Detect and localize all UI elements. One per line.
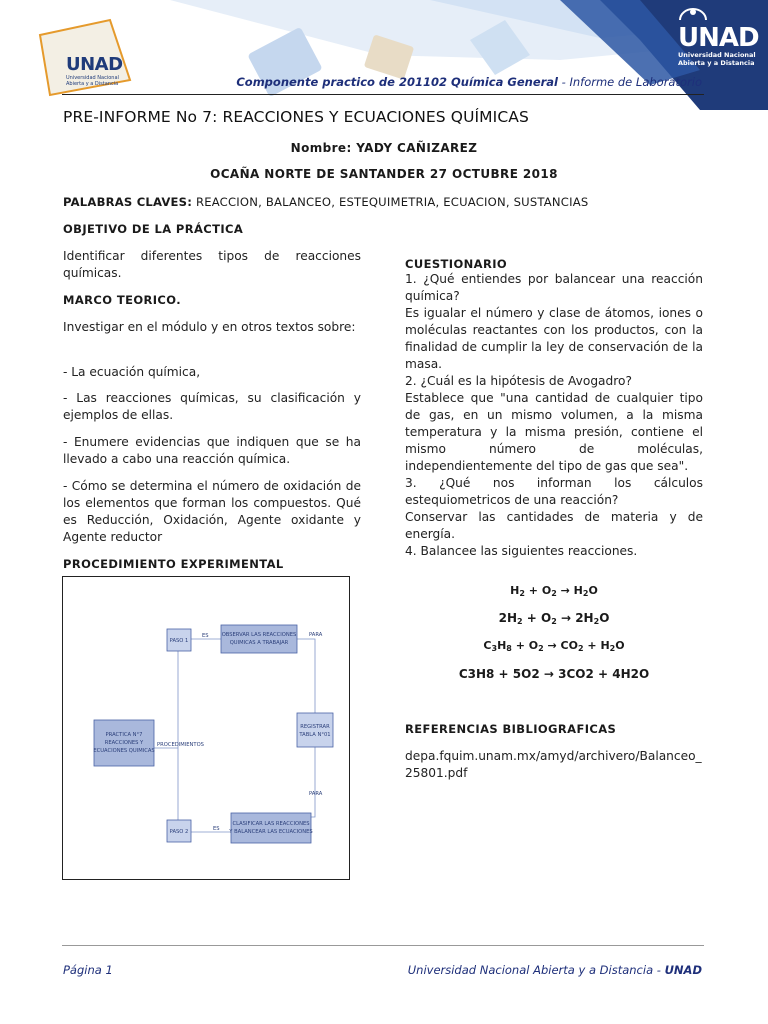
es-label-2: ES (213, 826, 220, 832)
document-title: PRE-INFORME No 7: REACCIONES Y ECUACIONES QUÍMICAS (63, 108, 529, 126)
practica-line-3: ECUACIONES QUIMICAS (93, 748, 155, 754)
clasificar-line-1: CLASIFICAR LAS REACCIONES (232, 821, 310, 827)
footer-brand: UNAD (664, 963, 702, 977)
header-divider (62, 94, 704, 95)
procedimientos-label: PROCEDIMIENTOS (157, 742, 204, 748)
connector-para-1 (297, 639, 315, 713)
observar-line-2: QUIMICAS A TRABAJAR (229, 640, 289, 646)
keywords-list: REACCION, BALANCEO, ESTEQUIMETRIA, ECUACION, SUSTANCIAS (192, 195, 589, 209)
unad-logo-left: UNAD Universidad Nacional Abierta y a Distancia (66, 54, 123, 87)
place-date: OCAÑA NORTE DE SANTANDER 27 OCTUBRE 2018 (210, 167, 558, 181)
para-label-2: PARA (309, 791, 323, 797)
marco-intro: Investigar en el módulo y en otros textos sobre: (63, 320, 356, 334)
registrar-line-1: REGISTRAR (300, 724, 330, 730)
equation-2: $2H_2 + O_2 \to 2H_2O$ (498, 611, 610, 626)
paso1-label: PASO 1 (169, 638, 189, 644)
para-label-1: PARA (309, 632, 323, 638)
reference-link[interactable]: depa.fquim.unam.mx/amyd/archivero/Balanceo_25801.pdf (405, 749, 702, 780)
clasificar-node (231, 813, 311, 843)
answer-3: Conservar las cantidades de materia y de energía. (405, 510, 703, 541)
registrar-line-2: TABLA N°01 (299, 732, 331, 738)
answer-2: Establece que "una cantidad de cualquier tipo de gas, en un mismo volumen, a la misma temperatura y la misma presión, contiene el mismo número de moléculas, independientemente del tipo de gas que sea". (405, 391, 703, 473)
marco-item-4: - Cómo se determina el número de oxidación de los elementos que forman los compuestos. Qué es Reducción, Oxidación, Agente oxidante y Agente reductor (63, 479, 361, 544)
footer-univ-name: Universidad Nacional Abierta y a Distancia - (407, 963, 665, 977)
keywords-label: PALABRAS CLAVES: (63, 195, 193, 209)
practica-line-2: REACCIONES Y (104, 740, 144, 746)
question-3: 3. ¿Qué nos informan los cálculos estequiometricos de una reacción? (405, 476, 703, 507)
registrar-node (297, 713, 333, 747)
author-name: Nombre: YADY CAÑIZAREZ (290, 141, 478, 155)
question-2: 2. ¿Cuál es la hipótesis de Avogadro? (405, 374, 632, 388)
keywords-line (63, 195, 588, 209)
course-name: Componente practico de 201102 Química General (236, 75, 558, 89)
references-heading: REFERENCIAS BIBLIOGRAFICAS (405, 722, 617, 736)
footer-university (380, 963, 702, 977)
objective-text: Identificar diferentes tipos de reacciones químicas. (63, 249, 361, 280)
question-4: 4. Balancee las siguientes reacciones. (405, 544, 638, 558)
header-course-line (200, 75, 702, 89)
paso2-label: PASO 2 (169, 829, 189, 835)
connector-para-2 (311, 747, 315, 817)
clasificar-line-2: Y BALANCEAR LAS ECUACIONES (229, 829, 313, 835)
es-label-1: ES (202, 633, 209, 639)
observar-line-1: OBSERVAR LAS REACCIONES (221, 632, 297, 638)
equation-4: C3H8 + 5O2 → 3CO2 + 4H2O (458, 667, 650, 681)
procedure-diagram (62, 576, 350, 880)
observar-node (221, 625, 297, 653)
equation-3: $C_3H_8 + O_2 \to CO_2 + H_2O$ (483, 639, 625, 653)
marco-item-1: - La ecuación química, (63, 365, 201, 379)
questionnaire-heading: CUESTIONARIO (405, 257, 508, 271)
marco-item-3: - Enumere evidencias que indiquen que se ha llevado a cabo una reacción química. (63, 435, 361, 466)
practica-line-1: PRACTICA N°7 (105, 732, 143, 738)
page-number: Página 1 (63, 963, 113, 977)
question-block (405, 271, 703, 560)
report-type: - Informe de Laboratorio (558, 75, 702, 89)
flow-diagram (63, 577, 349, 879)
footer-divider (62, 945, 704, 946)
unad-logo-right: UNAD Universidad Nacional Abierta y a Distancia (678, 6, 764, 67)
marco-item-2: - Las reacciones químicas, su clasificación y ejemplos de ellas. (63, 391, 361, 422)
unad-arc-icon (678, 7, 708, 21)
answer-1: Es igualar el número y clase de átomos, iones o moléculas reactantes con los productos, con la finalidad de cumplir la ley de conservación de la masa. (405, 306, 703, 371)
marco-heading: MARCO TEORICO. (63, 293, 181, 307)
procedure-heading: PROCEDIMIENTO EXPERIMENTAL (63, 557, 284, 571)
question-1: 1. ¿Qué entiendes por balancear una reacción química? (405, 272, 703, 303)
objective-heading: OBJETIVO DE LA PRÁCTICA (63, 222, 244, 236)
equation-1: $H_2 + O_2 \to H_2O$ (510, 584, 598, 598)
